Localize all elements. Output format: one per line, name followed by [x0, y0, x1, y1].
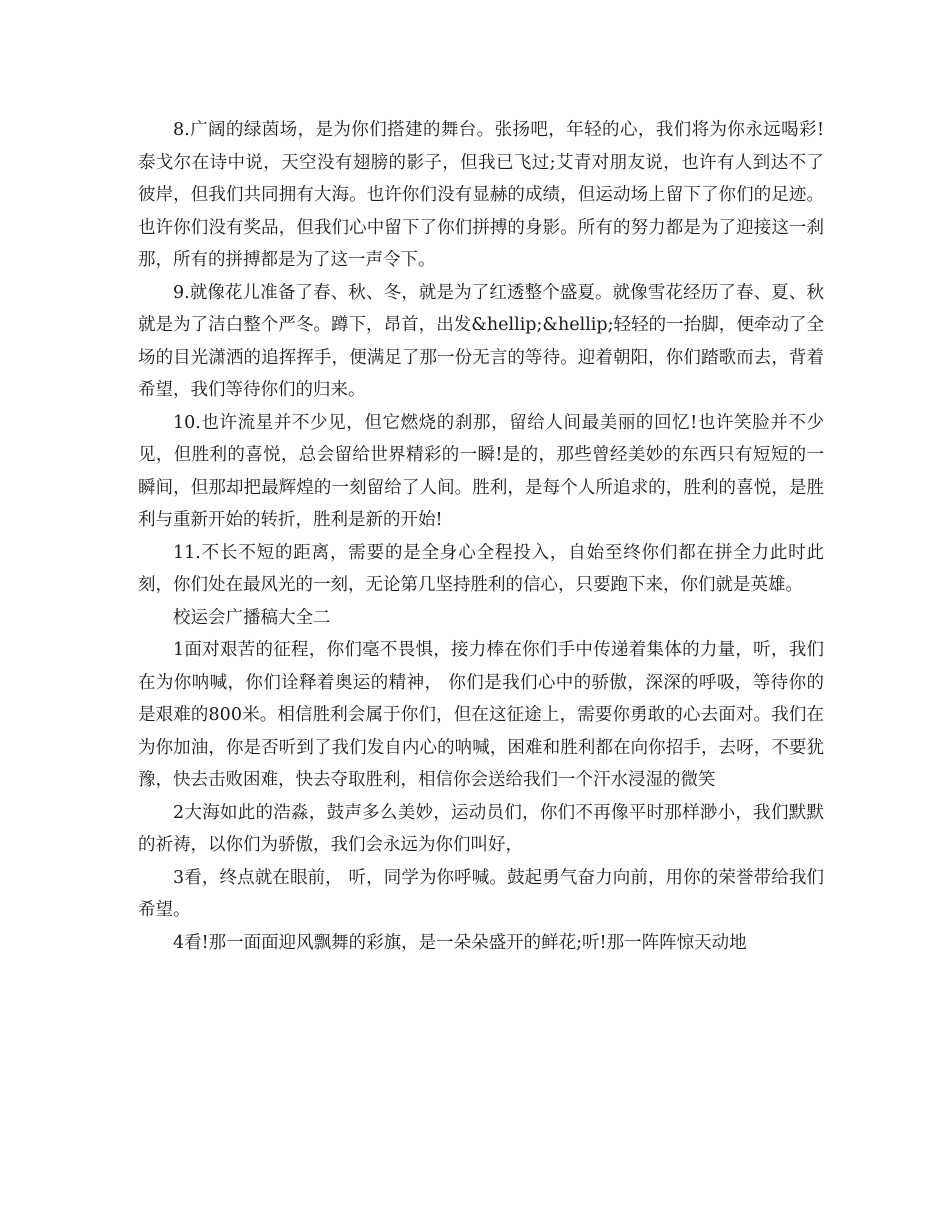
paragraph-3: 3看，终点就在眼前， 听，同学为你呼喊。鼓起勇气奋力向前，用你的荣誉带给我们希望。 — [138, 867, 824, 920]
paragraph-11: 11.不长不短的距离，需要的是全身心全程投入，自始至终你们都在拼全力此时此刻，你们处在最风光的一刻，无论第几坚持胜利的信心，只要跑下来，你们就是英雄。 — [138, 542, 824, 595]
paragraph-2: 2大海如此的浩淼，鼓声多么美妙，运动员们，你们不再像平时那样渺小，我们默默的祈祷，以你们为骄傲，我们会永远为你们叫好， — [138, 802, 824, 855]
paragraph-4: 4看!那一面面迎风飘舞的彩旗，是一朵朵盛开的鲜花;听!那一阵阵惊天动地 — [173, 932, 747, 953]
paragraph-1: 1面对艰苦的征程，你们毫不畏惧，接力棒在你们手中传递着集体的力量，听，我们在为你呐喊，你们诠释着奥运的精神， 你们是我们心中的骄傲，深深的呼吸，等待你的是艰难的800米。相信胜利会属于你们，但在这征途上，需要你勇敢的心去面对。我们在为你加油，你是否听到了我们发自内心的呐喊，困难和胜利都在向你招手，去呀，不要犹豫，快去击败困难，快去夺取胜利，相信你会送给我们一个汗水浸湿的微笑 — [138, 640, 824, 790]
document-page — [138, 114, 824, 959]
paragraph-9: 9.就像花儿准备了春、秋、冬，就是为了红透整个盛夏。就像雪花经历了春、夏、秋就是为了洁白整个严冬。蹲下，昂首，出发&hellip;&hellip;轻轻的一抬脚，便牵动了全场的目光潇洒的追挥挥手，便满足了那一份无言的等待。迎着朝阳，你们踏歌而去，背着希望，我们等待你们的归来。 — [138, 282, 824, 400]
section-heading: 校运会广播稿大全二 — [173, 607, 331, 628]
paragraph-10: 10.也许流星并不少见，但它燃烧的刹那，留给人间最美丽的回忆!也许笑脸并不少见，但胜利的喜悦，总会留给世界精彩的一瞬!是的，那些曾经美妙的东西只有短短的一瞬间，但那却把最辉煌的一刻留给了人间。胜利，是每个人所追求的，胜利的喜悦，是胜利与重新开始的转折，胜利是新的开始! — [138, 412, 824, 530]
paragraph-8: 8.广阔的绿茵场，是为你们搭建的舞台。张扬吧，年轻的心，我们将为你永远喝彩!泰戈尔在诗中说，天空没有翅膀的影子，但我已飞过;艾青对朋友说，也许有人到达不了彼岸，但我们共同拥有大海。也许你们没有显赫的成绩，但运动场上留下了你们的足迹。也许你们没有奖品，但我们心中留下了你们拼搏的身影。所有的努力都是为了迎接这一刹那，所有的拼搏都是为了这一声令下。 — [138, 120, 824, 270]
